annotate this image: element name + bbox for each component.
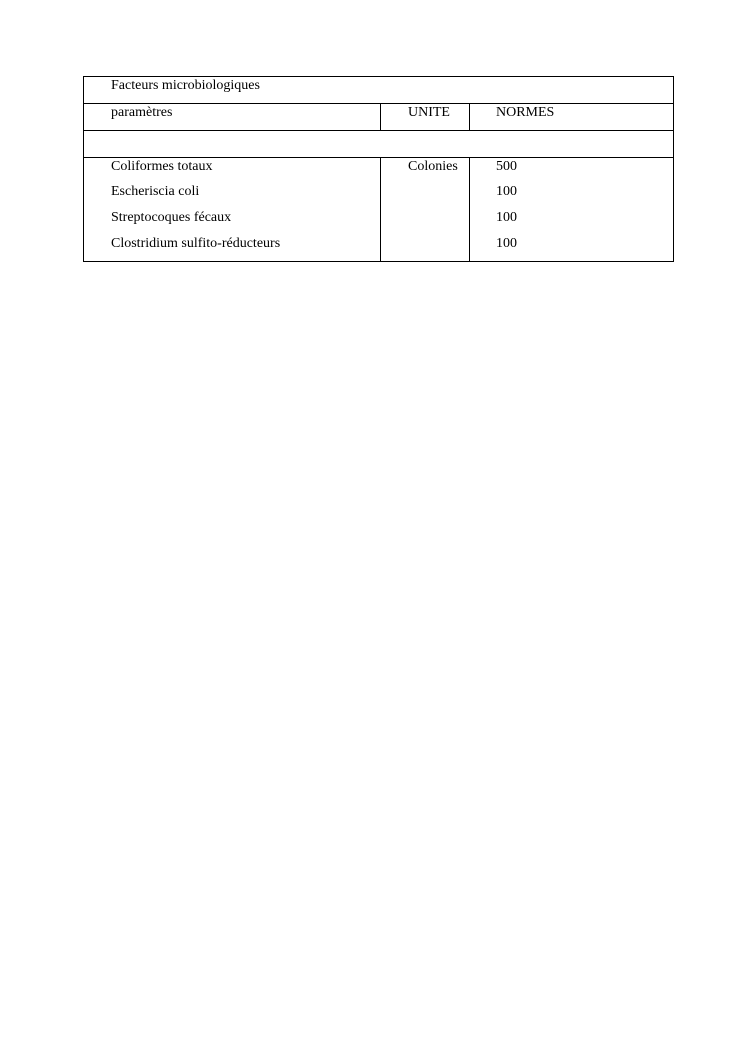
table-border-right — [673, 76, 674, 262]
row-param: Escheriscia coli — [111, 184, 200, 199]
row-param: Streptocoques fécaux — [111, 210, 232, 225]
table-rule-2 — [83, 130, 674, 131]
row-norm: 100 — [496, 210, 517, 225]
row-unit: Colonies — [408, 159, 458, 174]
row-norm: 100 — [496, 236, 517, 251]
col-divider-header-2 — [469, 103, 470, 131]
table-border-left — [83, 76, 84, 262]
row-norm: 100 — [496, 184, 517, 199]
row-norm: 500 — [496, 159, 517, 174]
table-border-bottom — [83, 261, 674, 262]
header-unit: UNITE — [408, 105, 450, 120]
row-param: Clostridium sulfito-réducteurs — [111, 236, 281, 251]
table-title: Facteurs microbiologiques — [111, 78, 260, 93]
row-param: Coliformes totaux — [111, 159, 213, 174]
header-param: paramètres — [111, 105, 173, 120]
col-divider-body-1 — [380, 157, 381, 262]
col-divider-body-2 — [469, 157, 470, 262]
col-divider-header-1 — [380, 103, 381, 131]
header-norms: NORMES — [496, 105, 555, 120]
